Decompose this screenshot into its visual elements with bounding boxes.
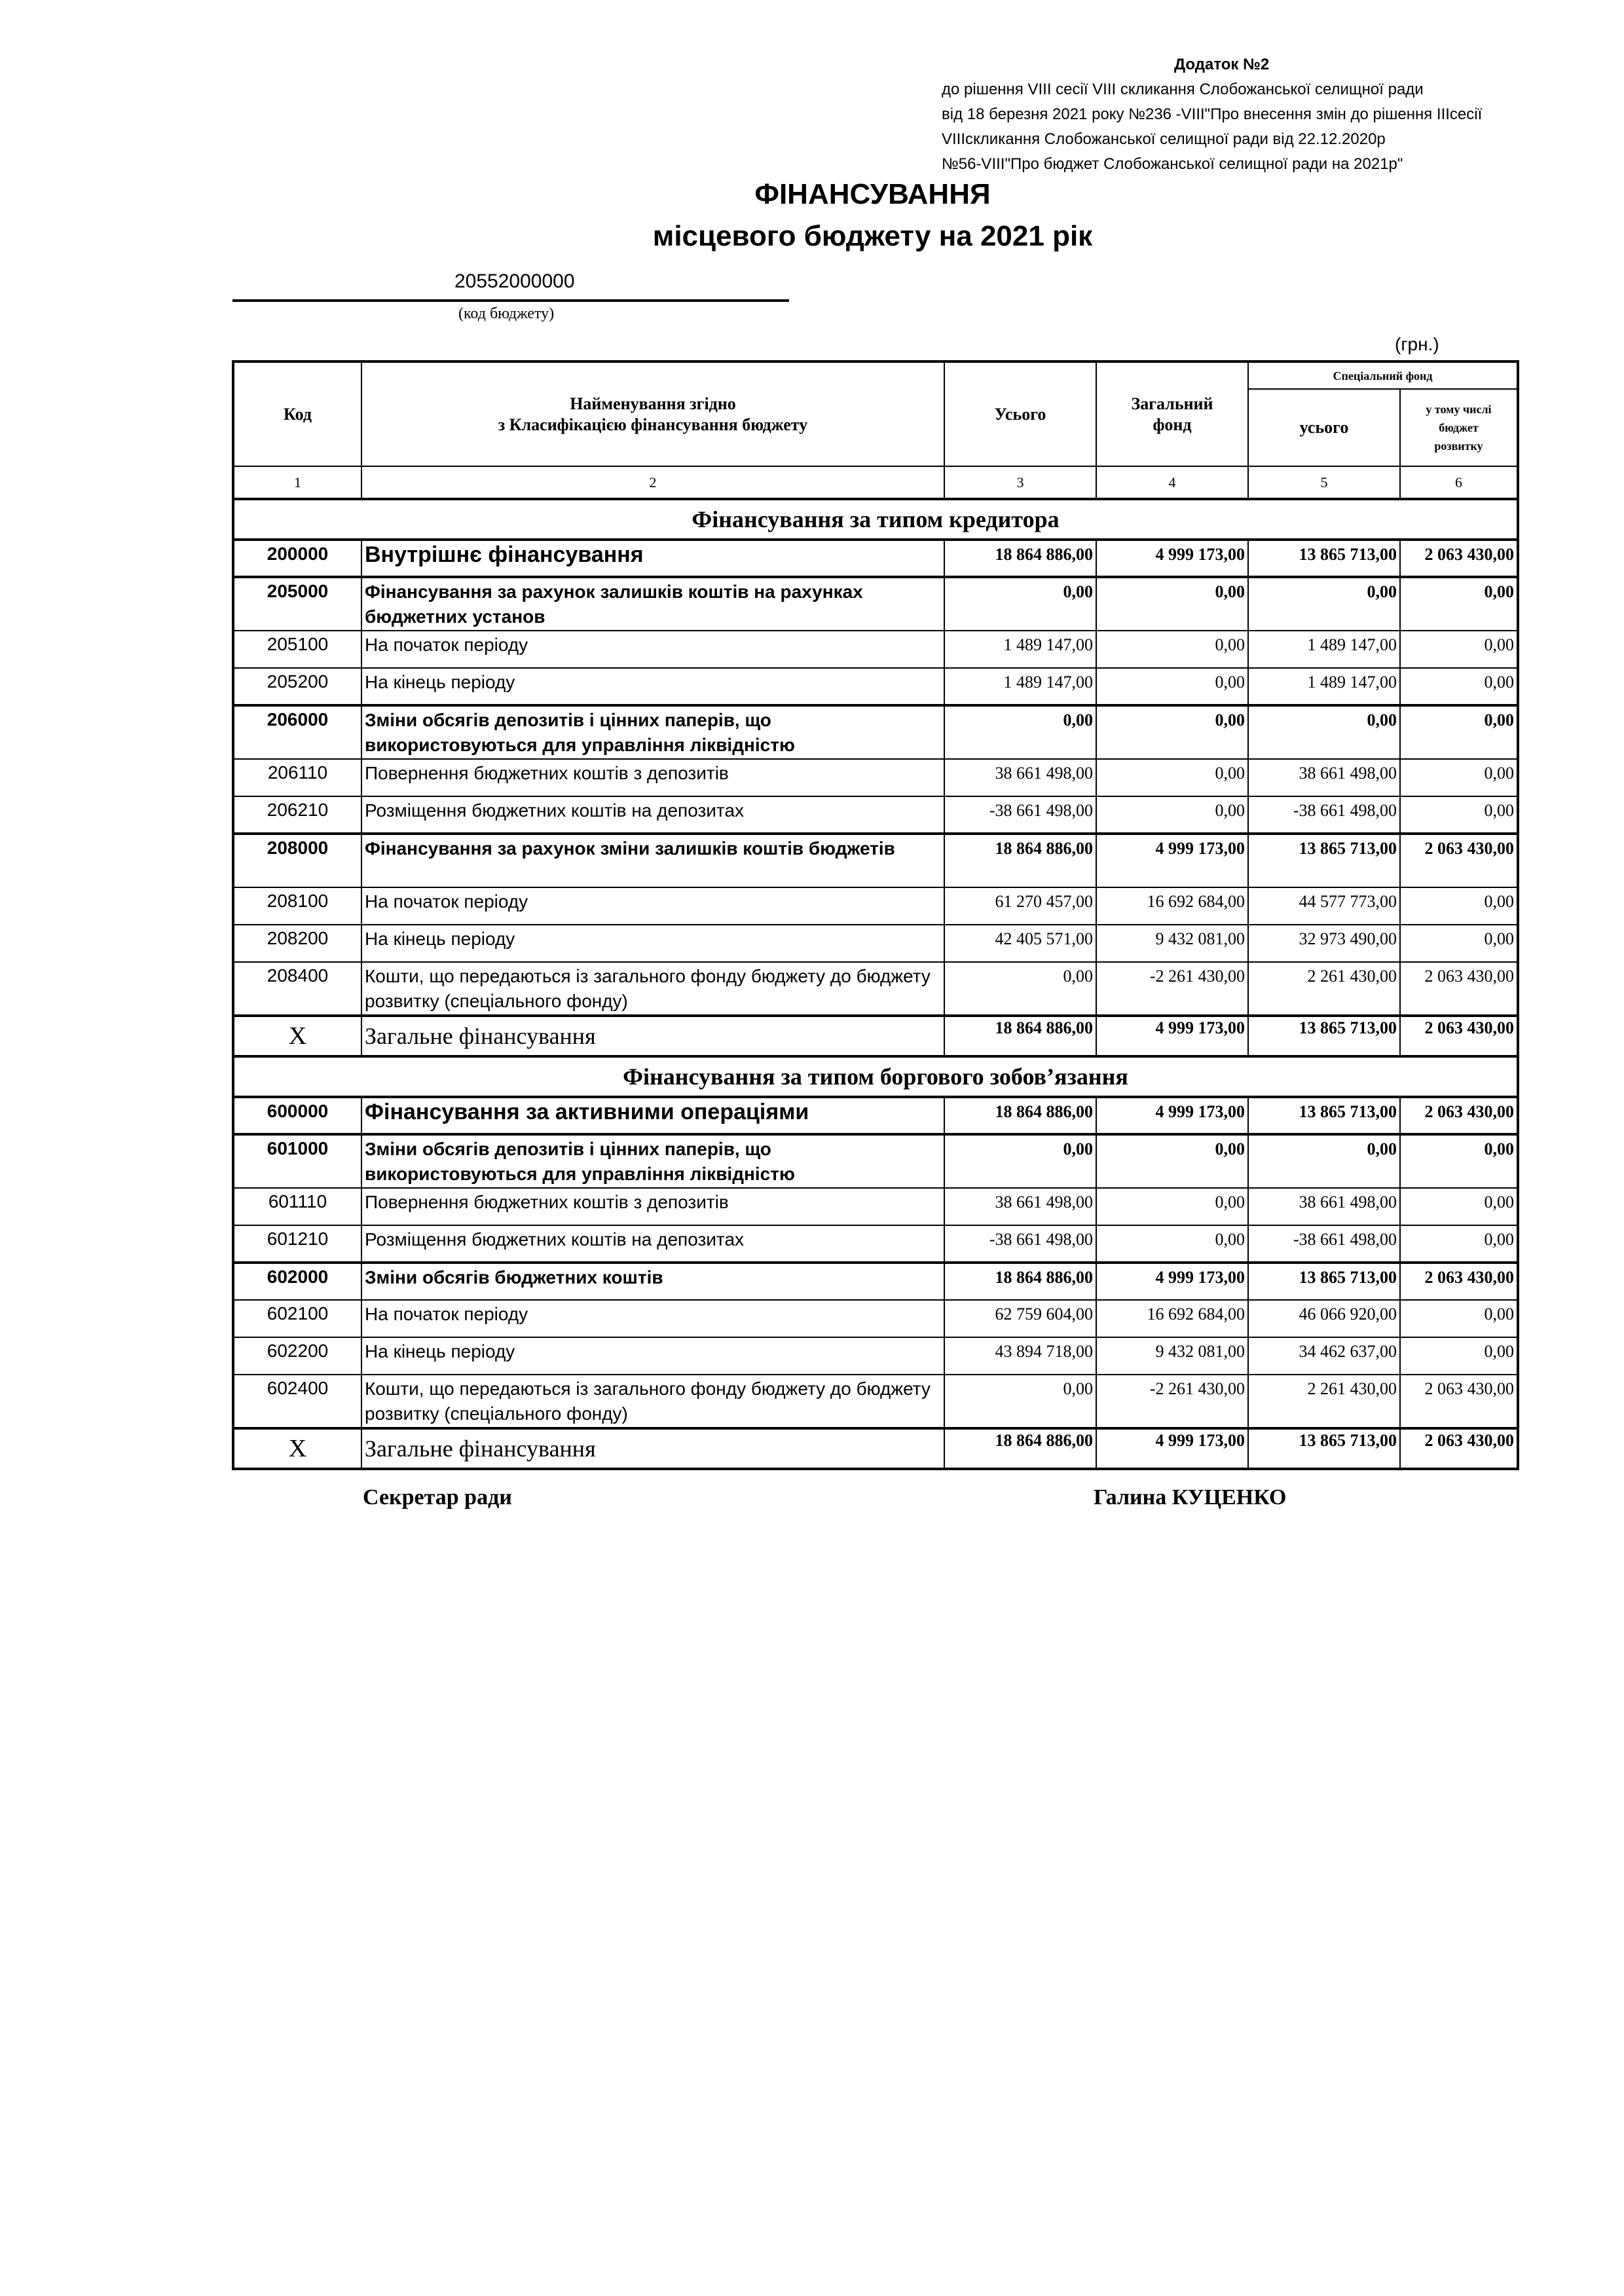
row-special-fund: 13 865 713,00 bbox=[1248, 540, 1400, 577]
row-special-fund: -38 661 498,00 bbox=[1248, 1225, 1400, 1263]
row-name: Розміщення бюджетних коштів на депозитах bbox=[361, 796, 944, 834]
row-development-budget: 0,00 bbox=[1400, 1134, 1518, 1188]
total-development-budget: 2 063 430,00 bbox=[1400, 1428, 1518, 1469]
table-row bbox=[233, 577, 1518, 631]
header-development-line: у тому числі bbox=[1426, 403, 1492, 416]
header-development-budget bbox=[1400, 389, 1518, 466]
row-special-fund: 13 865 713,00 bbox=[1248, 1263, 1400, 1300]
table-row bbox=[233, 834, 1518, 887]
appendix-line: №56-VIII"Про бюджет Слобожанської селищної ради на 2021р" bbox=[942, 155, 1403, 173]
row-code: 602000 bbox=[233, 1263, 361, 1300]
row-special-fund: 32 973 490,00 bbox=[1248, 925, 1400, 962]
header-development-line: бюджет bbox=[1439, 421, 1479, 434]
signature-name: Галина КУЦЕНКО bbox=[1094, 1485, 1287, 1509]
row-special-fund: 13 865 713,00 bbox=[1248, 834, 1400, 887]
signature-position: Секретар ради bbox=[363, 1485, 512, 1509]
column-number: 3 bbox=[944, 466, 1096, 499]
row-total: 0,00 bbox=[944, 1134, 1096, 1188]
row-name: Повернення бюджетних коштів з депозитів bbox=[361, 1188, 944, 1225]
row-code: 208200 bbox=[233, 925, 361, 962]
column-numbers-row bbox=[233, 466, 1518, 499]
row-name: Розміщення бюджетних коштів на депозитах bbox=[361, 1225, 944, 1263]
row-special-fund: 1 489 147,00 bbox=[1248, 631, 1400, 668]
column-number: 6 bbox=[1400, 466, 1518, 499]
row-special-fund: 34 462 637,00 bbox=[1248, 1337, 1400, 1375]
row-special-fund: 44 577 773,00 bbox=[1248, 887, 1400, 925]
total-code: X bbox=[233, 1428, 361, 1469]
row-code: 602100 bbox=[233, 1300, 361, 1337]
row-name: На кінець періоду bbox=[361, 668, 944, 705]
row-code: 206110 bbox=[233, 759, 361, 796]
row-name: Зміни обсягів депозитів і цінних паперів, що використовуються для управління ліквідністю bbox=[361, 705, 944, 759]
table-row bbox=[233, 1337, 1518, 1375]
row-general-fund: 0,00 bbox=[1096, 668, 1248, 705]
table-row bbox=[233, 796, 1518, 834]
row-general-fund: 4 999 173,00 bbox=[1096, 1263, 1248, 1300]
row-total: -38 661 498,00 bbox=[944, 1225, 1096, 1263]
header-name bbox=[361, 361, 944, 466]
row-total: 1 489 147,00 bbox=[944, 631, 1096, 668]
row-total: 0,00 bbox=[944, 962, 1096, 1016]
row-code: 206000 bbox=[233, 705, 361, 759]
row-name: Внутрішнє фінансування bbox=[361, 540, 944, 577]
appendix-line: від 18 березня 2021 року №236 -VIII"Про внесення змін до рішення IIIсесії bbox=[942, 105, 1483, 123]
financing-table bbox=[232, 360, 1519, 1470]
row-development-budget: 2 063 430,00 bbox=[1400, 962, 1518, 1016]
row-development-budget: 0,00 bbox=[1400, 1300, 1518, 1337]
row-name: На початок періоду bbox=[361, 631, 944, 668]
row-development-budget: 0,00 bbox=[1400, 577, 1518, 631]
row-development-budget: 0,00 bbox=[1400, 631, 1518, 668]
row-general-fund: 4 999 173,00 bbox=[1096, 834, 1248, 887]
row-total: 18 864 886,00 bbox=[944, 540, 1096, 577]
total-code: X bbox=[233, 1016, 361, 1056]
table-row bbox=[233, 759, 1518, 796]
total-special-fund: 13 865 713,00 bbox=[1248, 1428, 1400, 1469]
row-special-fund: 2 261 430,00 bbox=[1248, 1375, 1400, 1428]
row-general-fund: 0,00 bbox=[1096, 631, 1248, 668]
row-development-budget: 0,00 bbox=[1400, 796, 1518, 834]
budget-code-underline bbox=[232, 299, 789, 302]
units-label: (грн.) bbox=[1395, 334, 1439, 354]
row-development-budget: 2 063 430,00 bbox=[1400, 1263, 1518, 1300]
budget-code-value: 20552000000 bbox=[454, 270, 575, 292]
header-special-fund: Спеціальний фонд bbox=[1248, 361, 1518, 389]
row-name: На початок періоду bbox=[361, 1300, 944, 1337]
total-name: Загальне фінансування bbox=[361, 1428, 944, 1469]
row-development-budget: 2 063 430,00 bbox=[1400, 1375, 1518, 1428]
row-code: 601110 bbox=[233, 1188, 361, 1225]
row-general-fund: 0,00 bbox=[1096, 1225, 1248, 1263]
table-row bbox=[233, 1097, 1518, 1134]
total-development-budget: 2 063 430,00 bbox=[1400, 1016, 1518, 1056]
row-code: 602400 bbox=[233, 1375, 361, 1428]
total-general-fund: 4 999 173,00 bbox=[1096, 1428, 1248, 1469]
row-code: 601000 bbox=[233, 1134, 361, 1188]
row-code: 205200 bbox=[233, 668, 361, 705]
row-general-fund: 0,00 bbox=[1096, 1134, 1248, 1188]
row-special-fund: 46 066 920,00 bbox=[1248, 1300, 1400, 1337]
row-special-fund: 0,00 bbox=[1248, 705, 1400, 759]
row-special-fund: 1 489 147,00 bbox=[1248, 668, 1400, 705]
row-development-budget: 0,00 bbox=[1400, 668, 1518, 705]
row-development-budget: 2 063 430,00 bbox=[1400, 540, 1518, 577]
row-name: На кінець періоду bbox=[361, 925, 944, 962]
total-row bbox=[233, 1428, 1518, 1469]
row-name: Зміни обсягів депозитів і цінних паперів, що використовуються для управління ліквідністю bbox=[361, 1134, 944, 1188]
table-row bbox=[233, 887, 1518, 925]
header-general-fund bbox=[1096, 361, 1248, 466]
row-development-budget: 2 063 430,00 bbox=[1400, 1097, 1518, 1134]
row-name: Повернення бюджетних коштів з депозитів bbox=[361, 759, 944, 796]
row-total: 38 661 498,00 bbox=[944, 1188, 1096, 1225]
table-row bbox=[233, 1134, 1518, 1188]
row-general-fund: -2 261 430,00 bbox=[1096, 1375, 1248, 1428]
row-total: 18 864 886,00 bbox=[944, 1263, 1096, 1300]
row-total: 38 661 498,00 bbox=[944, 759, 1096, 796]
row-name: Фінансування за активними операціями bbox=[361, 1097, 944, 1134]
row-code: 602200 bbox=[233, 1337, 361, 1375]
table-row bbox=[233, 705, 1518, 759]
row-name: Зміни обсягів бюджетних коштів bbox=[361, 1263, 944, 1300]
header-development-line: розвитку bbox=[1434, 439, 1483, 453]
row-general-fund: 16 692 684,00 bbox=[1096, 1300, 1248, 1337]
section-header-row bbox=[233, 499, 1518, 540]
table-row bbox=[233, 668, 1518, 705]
row-special-fund: -38 661 498,00 bbox=[1248, 796, 1400, 834]
row-name: Кошти, що передаються із загального фонду бюджету до бюджету розвитку (спеціального фонду) bbox=[361, 1375, 944, 1428]
row-general-fund: 9 432 081,00 bbox=[1096, 925, 1248, 962]
table-row bbox=[233, 1375, 1518, 1428]
header-total: Усього bbox=[944, 361, 1096, 466]
table-row bbox=[233, 1263, 1518, 1300]
row-general-fund: 0,00 bbox=[1096, 796, 1248, 834]
table-row bbox=[233, 631, 1518, 668]
header-code: Код bbox=[233, 361, 361, 466]
row-total: 61 270 457,00 bbox=[944, 887, 1096, 925]
row-name: Кошти, що передаються із загального фонду бюджету до бюджету розвитку (спеціального фонду) bbox=[361, 962, 944, 1016]
row-name: Фінансування за рахунок залишків коштів на рахунках бюджетних установ bbox=[361, 577, 944, 631]
column-number: 1 bbox=[233, 466, 361, 499]
row-development-budget: 0,00 bbox=[1400, 705, 1518, 759]
total-name: Загальне фінансування bbox=[361, 1016, 944, 1056]
row-code: 208100 bbox=[233, 887, 361, 925]
row-code: 205100 bbox=[233, 631, 361, 668]
column-number: 2 bbox=[361, 466, 944, 499]
row-general-fund: 9 432 081,00 bbox=[1096, 1337, 1248, 1375]
header-name-line: з Класифікацією фінансування бюджету bbox=[498, 415, 808, 434]
total-row bbox=[233, 1016, 1518, 1056]
table-row bbox=[233, 925, 1518, 962]
row-general-fund: 0,00 bbox=[1096, 705, 1248, 759]
row-development-budget: 0,00 bbox=[1400, 759, 1518, 796]
row-development-budget: 2 063 430,00 bbox=[1400, 834, 1518, 887]
header-general-line: фонд bbox=[1153, 415, 1192, 434]
document-subtitle: місцевого бюджету на 2021 рік bbox=[652, 220, 1093, 252]
table-row bbox=[233, 540, 1518, 577]
row-name: Фінансування за рахунок зміни залишків коштів бюджетів bbox=[361, 834, 944, 887]
row-code: 206210 bbox=[233, 796, 361, 834]
column-number: 4 bbox=[1096, 466, 1248, 499]
budget-code-label: (код бюджету) bbox=[458, 305, 555, 322]
row-development-budget: 0,00 bbox=[1400, 887, 1518, 925]
row-development-budget: 0,00 bbox=[1400, 1337, 1518, 1375]
row-development-budget: 0,00 bbox=[1400, 925, 1518, 962]
section-header-row bbox=[233, 1056, 1518, 1097]
row-special-fund: 0,00 bbox=[1248, 1134, 1400, 1188]
header-special-total: усього bbox=[1248, 389, 1400, 466]
section-title: Фінансування за типом боргового зобов’язання bbox=[233, 1056, 1518, 1097]
row-general-fund: 0,00 bbox=[1096, 759, 1248, 796]
row-total: 0,00 bbox=[944, 1375, 1096, 1428]
table-row bbox=[233, 1188, 1518, 1225]
row-total: 42 405 571,00 bbox=[944, 925, 1096, 962]
row-code: 208400 bbox=[233, 962, 361, 1016]
row-special-fund: 2 261 430,00 bbox=[1248, 962, 1400, 1016]
row-general-fund: 16 692 684,00 bbox=[1096, 887, 1248, 925]
row-development-budget: 0,00 bbox=[1400, 1188, 1518, 1225]
row-total: -38 661 498,00 bbox=[944, 796, 1096, 834]
row-special-fund: 38 661 498,00 bbox=[1248, 1188, 1400, 1225]
row-special-fund: 38 661 498,00 bbox=[1248, 759, 1400, 796]
row-total: 1 489 147,00 bbox=[944, 668, 1096, 705]
column-number: 5 bbox=[1248, 466, 1400, 499]
table-row bbox=[233, 1225, 1518, 1263]
document-title: ФІНАНСУВАННЯ bbox=[754, 178, 991, 210]
total-general-fund: 4 999 173,00 bbox=[1096, 1016, 1248, 1056]
row-code: 205000 bbox=[233, 577, 361, 631]
appendix-block bbox=[942, 52, 1570, 177]
appendix-line: до рішення VIII сесії VIII скликання Слобожанської селищної ради bbox=[942, 81, 1424, 98]
header-name-line: Найменування згідно bbox=[570, 394, 736, 413]
row-total: 18 864 886,00 bbox=[944, 1097, 1096, 1134]
row-code: 208000 bbox=[233, 834, 361, 887]
row-general-fund: 0,00 bbox=[1096, 577, 1248, 631]
total-total: 18 864 886,00 bbox=[944, 1016, 1096, 1056]
row-general-fund: 0,00 bbox=[1096, 1188, 1248, 1225]
row-general-fund: -2 261 430,00 bbox=[1096, 962, 1248, 1016]
row-total: 62 759 604,00 bbox=[944, 1300, 1096, 1337]
row-name: На початок періоду bbox=[361, 887, 944, 925]
total-special-fund: 13 865 713,00 bbox=[1248, 1016, 1400, 1056]
appendix-title: Додаток №2 bbox=[1174, 56, 1270, 73]
section-title: Фінансування за типом кредитора bbox=[233, 499, 1518, 540]
table-row bbox=[233, 962, 1518, 1016]
row-special-fund: 0,00 bbox=[1248, 577, 1400, 631]
row-general-fund: 4 999 173,00 bbox=[1096, 540, 1248, 577]
row-total: 0,00 bbox=[944, 577, 1096, 631]
row-code: 200000 bbox=[233, 540, 361, 577]
total-total: 18 864 886,00 bbox=[944, 1428, 1096, 1469]
row-code: 600000 bbox=[233, 1097, 361, 1134]
row-general-fund: 4 999 173,00 bbox=[1096, 1097, 1248, 1134]
row-development-budget: 0,00 bbox=[1400, 1225, 1518, 1263]
row-special-fund: 13 865 713,00 bbox=[1248, 1097, 1400, 1134]
row-code: 601210 bbox=[233, 1225, 361, 1263]
appendix-line: VIIIскликання Слобожанської селищної ради від 22.12.2020р bbox=[942, 130, 1386, 148]
row-name: На кінець періоду bbox=[361, 1337, 944, 1375]
table-row bbox=[233, 1300, 1518, 1337]
row-total: 18 864 886,00 bbox=[944, 834, 1096, 887]
table-header-row bbox=[233, 361, 1518, 389]
row-total: 43 894 718,00 bbox=[944, 1337, 1096, 1375]
header-general-line: Загальний bbox=[1131, 394, 1213, 413]
row-total: 0,00 bbox=[944, 705, 1096, 759]
